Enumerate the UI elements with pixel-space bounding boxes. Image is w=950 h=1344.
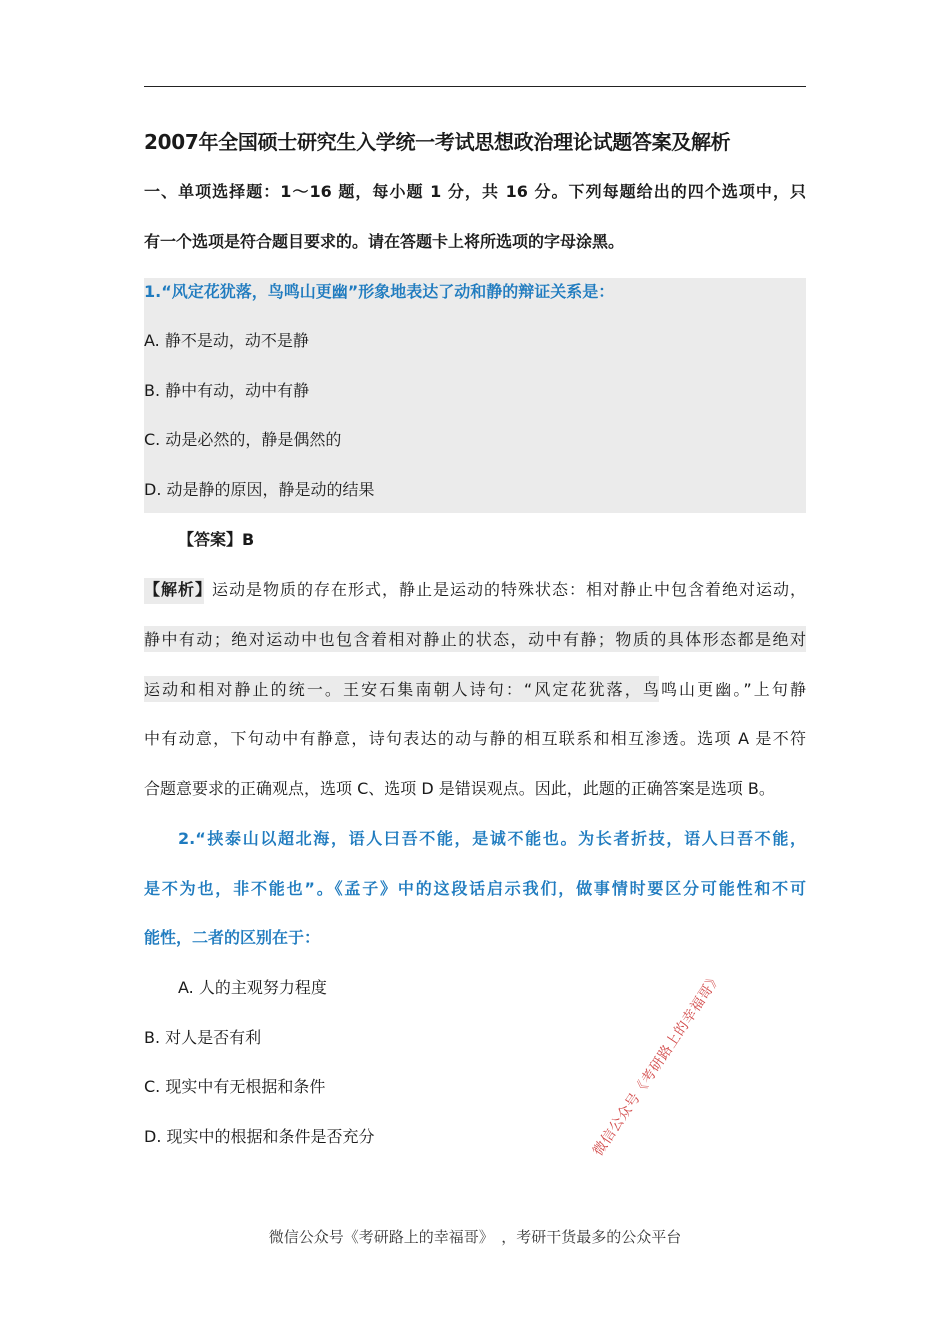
q1-analysis-line-4: 中有动意，下句动中有静意，诗句表达的动与静的相互联系和相互渗透。选项 A 是不符	[144, 729, 806, 748]
section-intro-line-2: 有一个选项是符合题目要求的。请在答题卡上将所选项的字母涂黑。	[144, 232, 625, 251]
watermark-stamp: 微信公众号《考研路上的幸福哥》	[590, 969, 726, 1160]
q1-option-d: D. 动是静的原因，静是动的结果	[144, 480, 375, 499]
q2-option-c: C. 现实中有无根据和条件	[144, 1077, 326, 1096]
q2-option-b: B. 对人是否有利	[144, 1028, 262, 1047]
question-2-line-1: 2.“挟泰山以超北海，语人曰吾不能，是诚不能也。为长者折技，语人曰吾不能，	[178, 829, 806, 848]
q1-option-c: C. 动是必然的，静是偶然的	[144, 430, 342, 449]
q1-option-a: A. 静不是动，动不是静	[144, 331, 309, 350]
q1-analysis-line-2: 静中有动；绝对运动中也包含着相对静止的状态，动中有静；物质的具体形态都是绝对	[144, 630, 806, 649]
question-2-line-3: 能性，二者的区别在于：	[144, 928, 321, 947]
analysis-text-1: 运动是物质的存在形式，静止是运动的特殊状态：相对静止中包含着绝对运动，	[212, 580, 806, 599]
question-1-text: 1.“风定花犹落，鸟鸣山更幽”形象地表达了动和静的辩证关系是：	[144, 282, 615, 301]
analysis-label: 【解析】	[144, 580, 212, 599]
q1-analysis-line-5: 合题意要求的正确观点，选项 C、选项 D 是错误观点。因此，此题的正确答案是选项 B。	[144, 779, 775, 798]
q1-answer: 【答案】B	[178, 530, 255, 549]
page-footer: 微信公众号《考研路上的幸福哥》 ，考研干货最多的公众平台	[268, 1228, 682, 1246]
q1-analysis-line-3: 运动和相对静止的统一。王安石集南朝人诗句：“风定花犹落，鸟鸣山更幽。”上句静	[144, 680, 806, 699]
question-2-line-2: 是不为也，非不能也”。《孟子》中的这段话启示我们，做事情时要区分可能性和不可	[144, 879, 806, 898]
document-title: 2007年全国硕士研究生入学统一考试思想政治理论试题答案及解析	[144, 130, 731, 154]
header-rule	[144, 86, 806, 87]
section-intro-line-1: 一、单项选择题：1～16 题，每小题 1 分，共 16 分。下列每题给出的四个选项中，只	[144, 182, 806, 201]
q2-option-d: D. 现实中的根据和条件是否充分	[144, 1127, 375, 1146]
q2-option-a: A. 人的主观努力程度	[178, 978, 327, 997]
q1-option-b: B. 静中有动，动中有静	[144, 381, 310, 400]
q1-analysis-line-1	[144, 578, 806, 602]
